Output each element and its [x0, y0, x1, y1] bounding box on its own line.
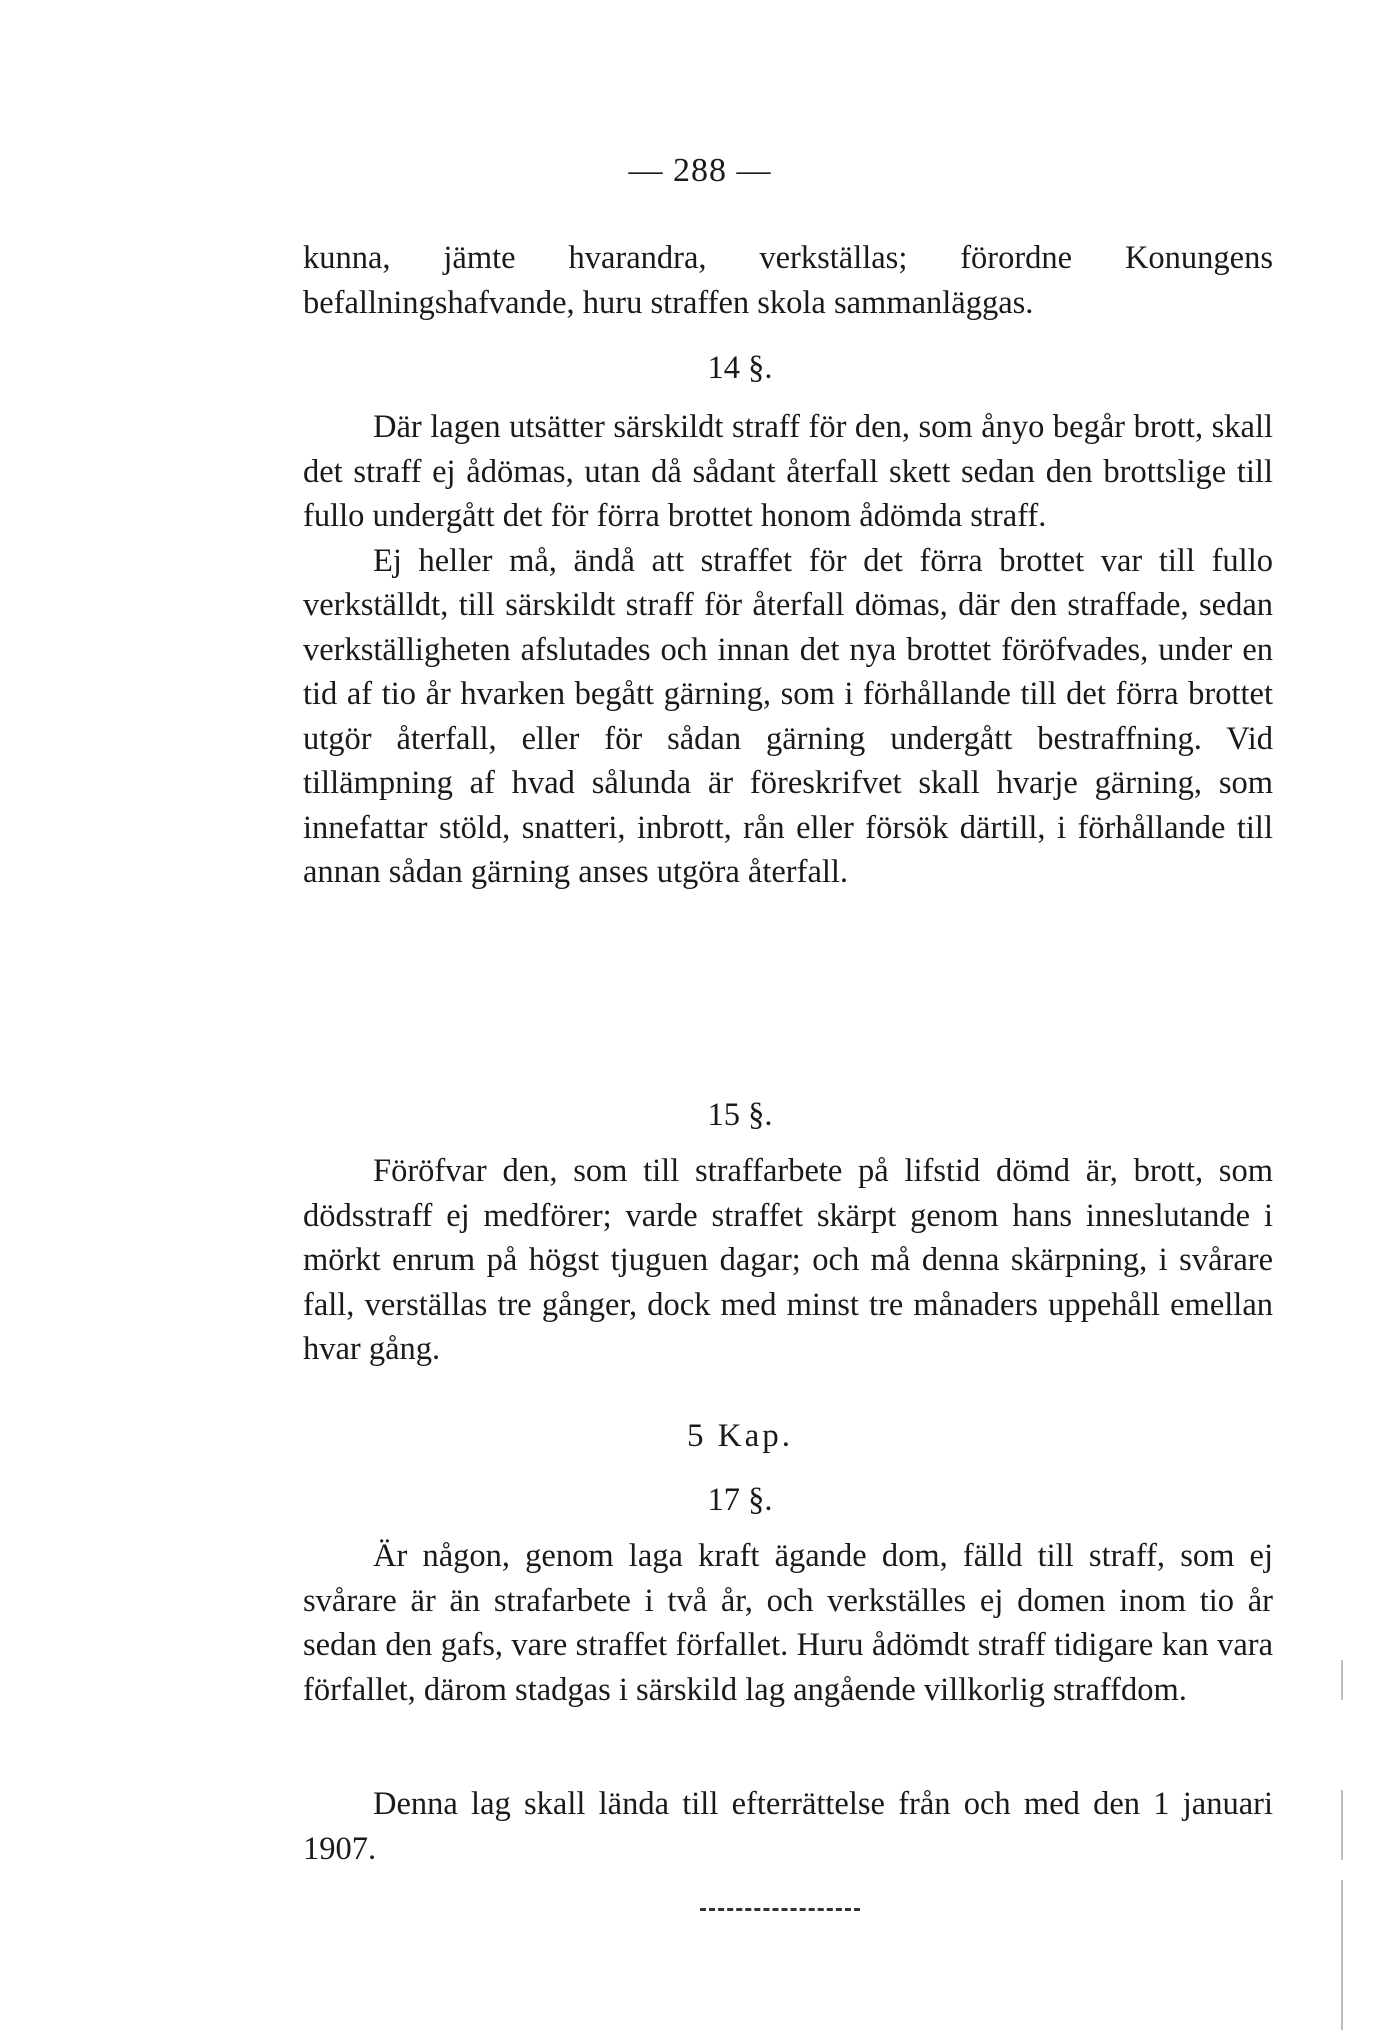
section-13-tail-text: kunna, jämte hvarandra, verkställas; förordne Konungens befallningshafvande, huru straffen skola sammanläggas. — [303, 240, 1273, 321]
section-14-heading: 14 §. — [707, 350, 773, 386]
chapter-5-heading: 5 Kap. — [687, 1418, 793, 1454]
section-17-body — [303, 1534, 1273, 1712]
end-rule — [700, 1908, 860, 1911]
section-15-body — [303, 1149, 1273, 1372]
section-17-paragraph-1: Är någon, genom laga kraft ägande dom, fälld till straff, som ej svårare är än strafarbete i två år, och verkställes ej domen inom tio år sedan den gafs, vare straffet förfallet. Huru ådömdt straff tidigare kan vara förfallet, därom stadgas i särskild lag angående villkorlig straffdom. — [303, 1538, 1273, 1708]
section-13-continuation — [303, 236, 1273, 325]
section-15-paragraph-1: Föröfvar den, som till straffarbete på lifstid dömd är, brott, som dödsstraff ej medförer; varde straffet skärpt genom hans inneslutande i mörkt enrum på högst tjuguen dagar; och må denna skärpning, i svårare fall, verställas tre gånger, dock med minst tre månaders uppehåll emellan hvar gång. — [303, 1153, 1273, 1367]
margin-mark-3 — [1341, 1880, 1343, 2030]
closing-statement — [303, 1782, 1273, 1871]
section-17-heading: 17 §. — [707, 1482, 773, 1518]
closing-text: Denna lag skall lända till efterrättelse från och med den 1 januari 1907. — [303, 1786, 1273, 1867]
section-14-paragraph-2: Ej heller må, ändå att straffet för det förra brottet var till fullo verkställdt, till särskildt straff för återfall dömas, där den straffade, sedan verkställigheten afslutades och innan det nya brottet föröfvades, under en tid af tio år hvarken begått gärning, som i förhållande till det förra brottet utgör återfall, eller för sådan gärning undergått bestraffning. Vid tillämpning af hvad sålunda är föreskrifvet skall hvarje gärning, som innefattar stöld, snatteri, inbrott, rån eller försök därtill, i förhållande till annan sådan gärning anses utgöra återfall. — [303, 542, 1273, 890]
margin-mark-1 — [1341, 1660, 1343, 1700]
section-14-paragraph-1: Där lagen utsätter särskildt straff för den, som ånyo begår brott, skall det straff ej ådömas, utan då sådant återfall skett sedan den brottslige till fullo undergått det för förra brottet honom ådömda straff. — [303, 409, 1273, 534]
page-number: — 288 — — [628, 152, 772, 189]
section-15-heading: 15 §. — [707, 1097, 773, 1133]
section-14-body — [303, 405, 1273, 895]
margin-mark-2 — [1341, 1790, 1343, 1860]
